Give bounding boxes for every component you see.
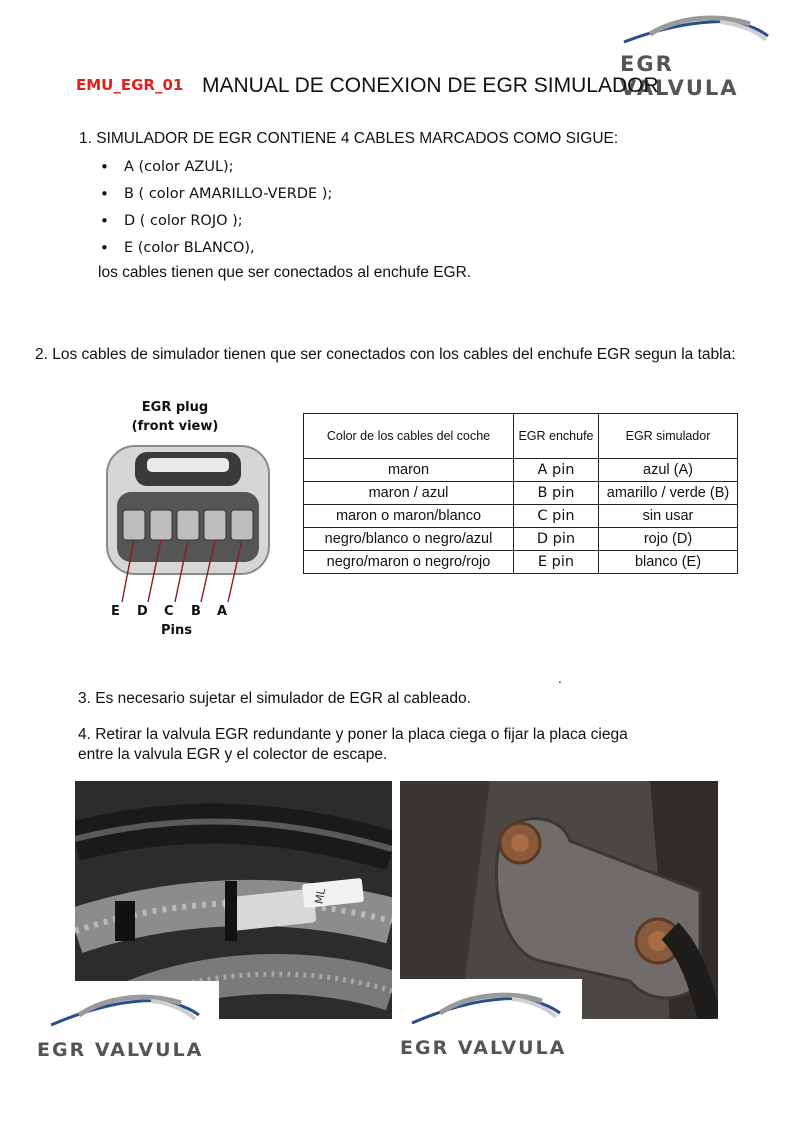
pins-caption: Pins bbox=[161, 623, 192, 638]
table-cell: rojo (D) bbox=[599, 528, 738, 551]
section1-heading: 1. SIMULADOR DE EGR CONTIENE 4 CABLES MARCADOS COMO SIGUE: bbox=[79, 130, 619, 147]
table-cell: E pin bbox=[514, 551, 599, 574]
section2-text: 2. Los cables de simulador tienen que ser conectados con los cables del enchufe EGR segun la tabla: bbox=[35, 346, 736, 363]
photo-label-text: ML bbox=[312, 887, 329, 906]
table-cell: A pin bbox=[514, 459, 599, 482]
section3-text: 3. Es necesario sujetar el simulador de EGR al cableado. bbox=[78, 690, 471, 707]
plug-diagram bbox=[95, 396, 285, 646]
footer-logo-left bbox=[35, 981, 219, 1065]
table-cell: azul (A) bbox=[599, 459, 738, 482]
car-silhouette-icon bbox=[396, 979, 582, 1029]
table-cell: negro/blanco o negro/azul bbox=[304, 528, 514, 551]
table-row bbox=[304, 528, 738, 551]
table-header: EGR simulador bbox=[599, 414, 738, 459]
list-item: • A (color AZUL); bbox=[100, 157, 332, 184]
table-row bbox=[304, 551, 738, 574]
table-cell: C pin bbox=[514, 505, 599, 528]
stray-mark: . bbox=[558, 670, 562, 686]
pin-label: D bbox=[137, 604, 148, 619]
table-header: Color de los cables del coche bbox=[304, 414, 514, 459]
section1-note: los cables tienen que ser conectados al enchufe EGR. bbox=[98, 264, 472, 281]
table-cell: blanco (E) bbox=[599, 551, 738, 574]
pin-slots bbox=[123, 510, 253, 540]
page-title: MANUAL DE CONEXION DE EGR SIMULADOR bbox=[202, 74, 659, 97]
pin-label: B bbox=[191, 604, 201, 619]
logo-text: EGR VALVULA bbox=[620, 52, 739, 100]
table-cell: maron / azul bbox=[304, 482, 514, 505]
section4-line2: entre la valvula EGR y el colector de escape. bbox=[78, 746, 388, 763]
pin-label: C bbox=[164, 604, 174, 619]
table-cell: amarillo / verde (B) bbox=[599, 482, 738, 505]
doc-code: EMU_EGR_01 bbox=[76, 76, 184, 94]
table-header: EGR enchufe bbox=[514, 414, 599, 459]
table-cell: maron o maron/blanco bbox=[304, 505, 514, 528]
car-silhouette-icon bbox=[610, 10, 790, 50]
header-logo bbox=[610, 10, 790, 100]
table-row bbox=[304, 482, 738, 505]
list-item: • E (color BLANCO), bbox=[100, 238, 332, 265]
plug-title-line1: EGR plug bbox=[141, 400, 209, 415]
section4-line1: 4. Retirar la valvula EGR redundante y poner la placa ciega o fijar la placa ciega bbox=[78, 726, 628, 743]
table-row bbox=[304, 505, 738, 528]
logo-text: EGR VALVULA bbox=[400, 1037, 567, 1059]
footer-logo-right bbox=[396, 979, 582, 1065]
plug-drawing bbox=[95, 438, 285, 648]
list-item: • D ( color ROJO ); bbox=[100, 211, 332, 238]
table-row bbox=[304, 459, 738, 482]
pin-label: E bbox=[111, 604, 120, 619]
table-header-row bbox=[304, 414, 738, 459]
plug-title-line2: (front view) bbox=[131, 419, 219, 434]
table-cell: B pin bbox=[514, 482, 599, 505]
list-item: • B ( color AMARILLO-VERDE ); bbox=[100, 184, 332, 211]
plug-title bbox=[95, 398, 255, 436]
car-silhouette-icon bbox=[35, 981, 219, 1031]
cable-list bbox=[100, 157, 332, 265]
table-cell: D pin bbox=[514, 528, 599, 551]
logo-text: EGR VALVULA bbox=[37, 1039, 204, 1061]
section4-text bbox=[78, 725, 678, 765]
table-cell: maron bbox=[304, 459, 514, 482]
table-cell: sin usar bbox=[599, 505, 738, 528]
table-cell: negro/maron o negro/rojo bbox=[304, 551, 514, 574]
pin-label: A bbox=[217, 604, 228, 619]
connection-table bbox=[303, 413, 738, 574]
